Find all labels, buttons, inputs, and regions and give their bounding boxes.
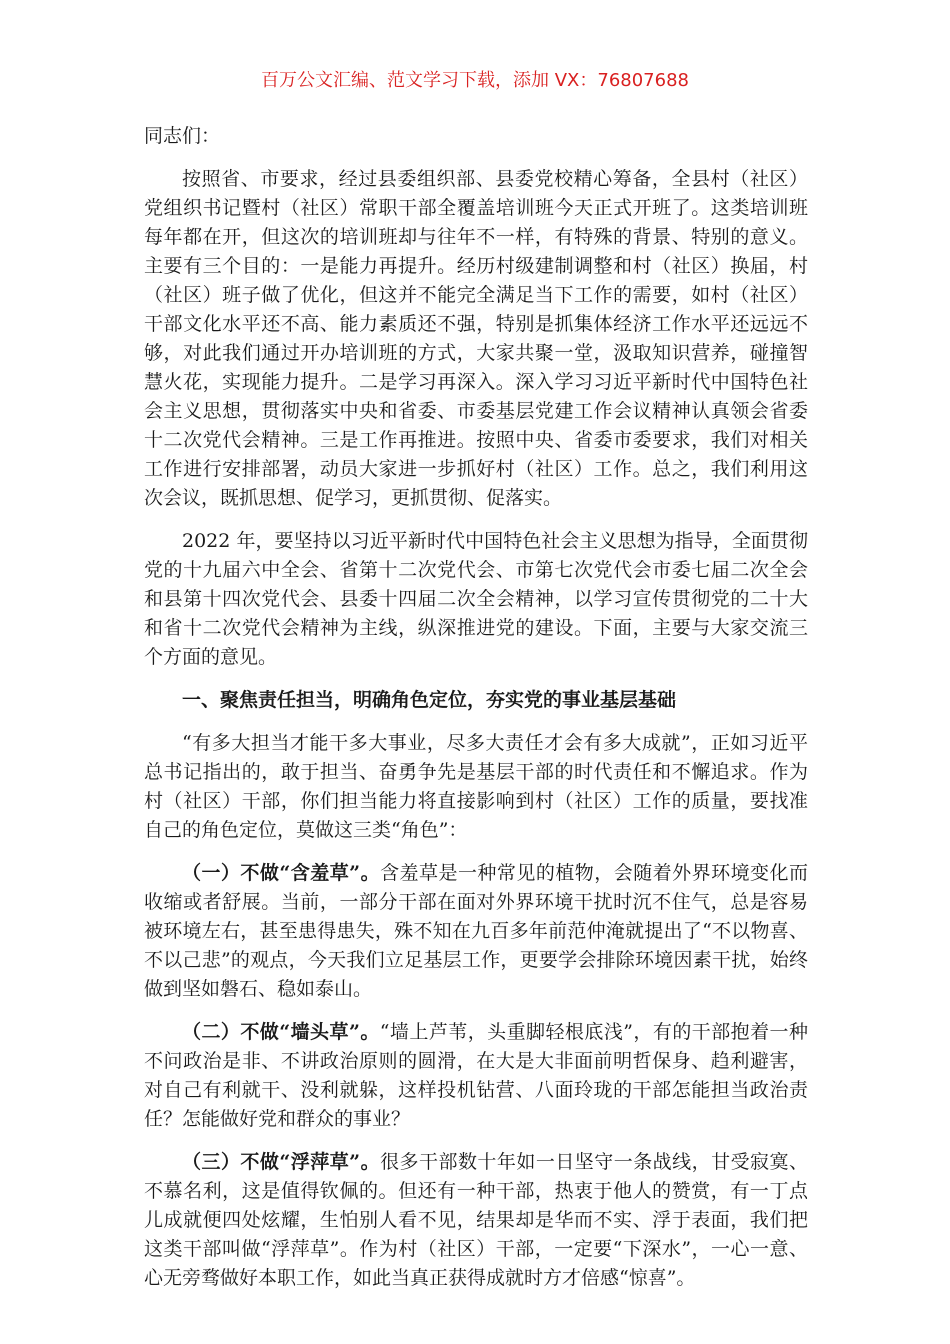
item-lead: （一）不做“含羞草”。 [182,862,381,884]
item-lead: （三）不做“浮萍草”。 [182,1151,381,1173]
promo-banner: 百万公文汇编、范文学习下载，添加 VX：76807688 [261,70,689,91]
item-text: “墙上芦苇，头重脚轻根底浅”，有的干部抱着一种不问政治是非、不讲政治原则的圆滑，在大是大非面前明哲保身、趋利避害，对自己有利就干、没利就躲，这样投机钻营、八面玲珑的干部怎能担当政治责任？怎能做好党和群众的事业？ [144,1021,808,1130]
section-heading: 一、聚焦责任担当，明确角色定位，夯实党的事业基层基础 [182,689,677,711]
item-text: 很多干部数十年如一日坚守一条战线，甘受寂寞、不慕名利，这是值得钦佩的。但还有一种干部，热衷于他人的赞赏，有一丁点儿成就便四处炫耀，生怕别人看不见，结果却是华而不实、浮于表面，我们把这类干部叫做“浮萍草”。作为村（社区）干部，一定要“下深水”，一心一意、心无旁骛做好本职工作，如此当真正获得成就时方才倍感“惊喜”。 [144,1151,808,1289]
paragraph: 按照省、市要求，经过县委组织部、县委党校精心筹备，全县村（社区）党组织书记暨村（社区）常职干部全覆盖培训班今天正式开班了。这类培训班每年都在开，但这次的培训班却与往年不一样，有特殊的背景、特别的意义。主要有三个目的：一是能力再提升。经历村级建制调整和村（社区）换届，村（社区）班子做了优化，但这并不能完全满足当下工作的需要，如村（社区）干部文化水平还不高、能力素质还不强，特别是抓集体经济工作水平还远远不够，对此我们通过开办培训班的方式，大家共聚一堂，汲取知识营养，碰撞智慧火花，实现能力提升。二是学习再深入。深入学习习近平新时代中国特色社会主义思想，贯彻落实中央和省委、市委基层党建工作会议精神认真领会省委十二次党代会精神。三是工作再推进。按照中央、省委市委要求，我们对相关工作进行安排部署，动员大家进一步抓好村（社区）工作。总之，我们利用这次会议，既抓思想、促学习，更抓贯彻、促落实。 [144,168,808,509]
list-item [144,1148,808,1293]
document-body [144,122,808,1307]
item-lead: （二）不做“墙头草”。 [182,1021,380,1043]
list-item [144,859,808,1004]
greeting: 同志们： [144,125,221,147]
list-item [144,1018,808,1134]
item-text: 含羞草是一种常见的植物，会随着外界环境变化而收缩或者舒展。当前，一部分干部在面对外界环境干扰时沉不住气，总是容易被环境左右，甚至患得患失，殊不知在九百多年前范仲淹就提出了“不以物喜、不以己悲”的观点，今天我们立足基层工作，更要学会排除环境因素干扰，始终做到坚如磐石、稳如泰山。 [144,862,808,1000]
paragraph: 2022 年，要坚持以习近平新时代中国特色社会主义思想为指导，全面贯彻党的十九届六中全会、省第十二次党代会、市第七次党代会市委七届二次全会和县第十四次党代会、县委十四届二次全会精神，以学习宣传贯彻党的二十大和省十二次党代会精神为主线，纵深推进党的建设。下面，主要与大家交流三个方面的意见。 [144,530,808,668]
paragraph: “有多大担当才能干多大事业，尽多大责任才会有多大成就”，正如习近平总书记指出的，敢于担当、奋勇争先是基层干部的时代责任和不懈追求。作为村（社区）干部，你们担当能力将直接影响到村（社区）工作的质量，要找准自己的角色定位，莫做这三类“角色”： [144,732,808,841]
